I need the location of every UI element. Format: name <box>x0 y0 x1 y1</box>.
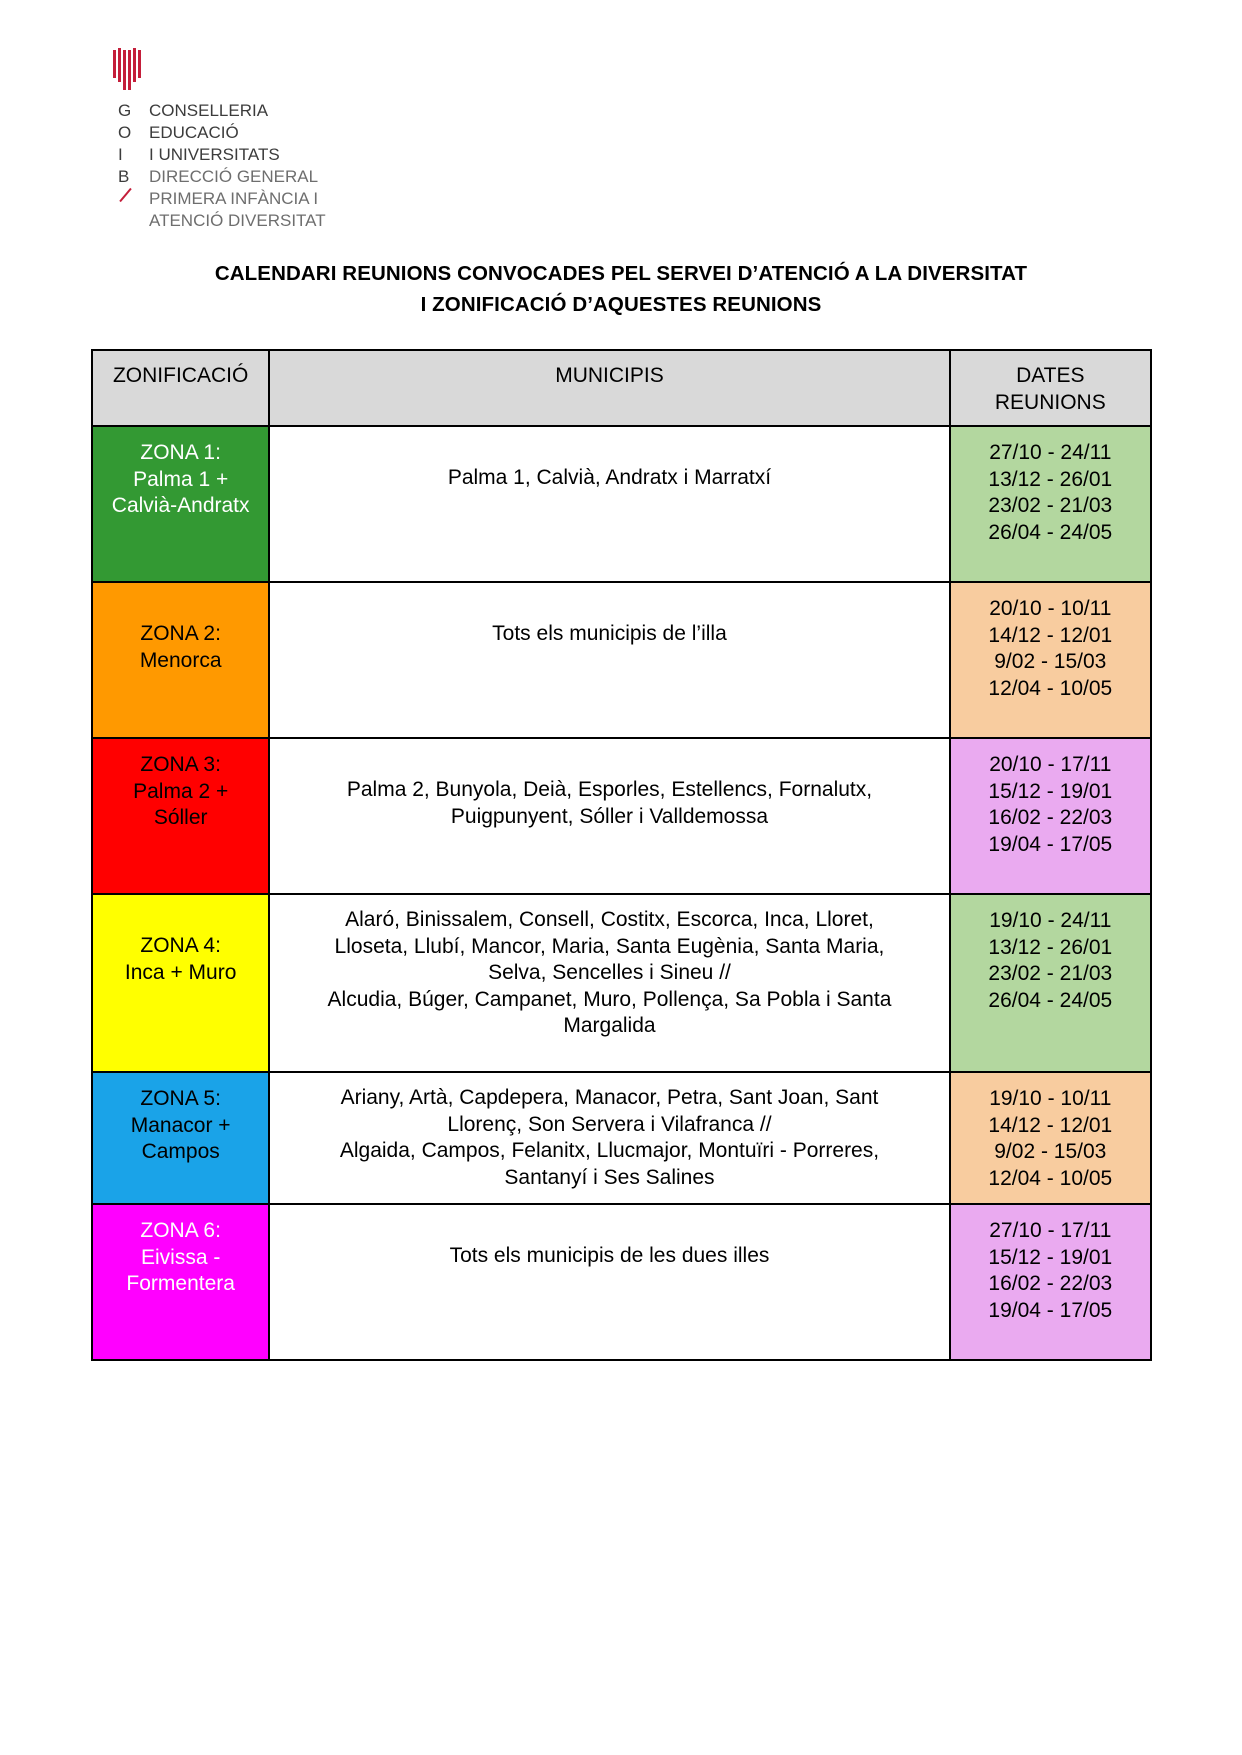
municipalities-cell <box>269 582 949 738</box>
zone-label-line: Eivissa - <box>140 1245 221 1269</box>
dates-cell <box>950 1072 1151 1204</box>
municipalities-line: Tots els municipis de l’illa <box>492 622 727 645</box>
date-range: 19/04 - 17/05 <box>988 832 1113 856</box>
dates-cell <box>950 738 1151 894</box>
logo-line-primera-infancia: PRIMERA INFÀNCIA I <box>149 189 319 208</box>
municipalities-cell <box>269 1072 949 1204</box>
zone-label-line: Sóller <box>153 806 208 829</box>
date-range: 13/12 - 26/01 <box>988 467 1113 491</box>
logo-line-educacio: EDUCACIÓ <box>149 123 239 142</box>
municipalities-line: Palma 1, Calvià, Andratx i Marratxí <box>447 466 772 489</box>
date-range: 16/02 - 22/03 <box>988 1272 1113 1295</box>
header-dates-line-2: REUNIONS <box>994 390 1106 414</box>
date-range: 26/04 - 24/05 <box>988 988 1113 1012</box>
municipalities-line: Alcudia, Búger, Campanet, Muro, Pollença, Sa Pobla i Santa <box>327 987 892 1011</box>
zone-label-line: Inca + Muro <box>124 960 237 984</box>
dates-cell <box>950 582 1151 738</box>
header-municipis: MUNICIPIS <box>269 350 949 426</box>
header-zonificacio: ZONIFICACIÓ <box>92 350 269 426</box>
dates-cell <box>950 894 1151 1072</box>
logo-line-conselleria: CONSELLERIA <box>149 101 269 120</box>
header-dates-line-1: DATES <box>1016 364 1085 387</box>
logo-line-direccio-general: DIRECCIÓ GENERAL <box>149 167 319 186</box>
date-range: 16/02 - 22/03 <box>988 806 1113 829</box>
municipalities-line: Tots els municipis de les dues illes <box>449 1244 770 1267</box>
municipalities-line: Lloseta, Llubí, Mancor, Maria, Santa Eugènia, Santa Maria, <box>334 934 885 958</box>
zone-cell <box>92 426 269 582</box>
zone-label-line: Campos <box>141 1140 220 1163</box>
title-line-2: I ZONIFICACIÓ D’AQUESTES REUNIONS <box>420 293 822 316</box>
table-row <box>92 1204 1151 1360</box>
zone-label-line: Palma 2 + <box>133 779 229 803</box>
zone-cell <box>92 582 269 738</box>
municipalities-line: Ariany, Artà, Capdepera, Manacor, Petra, Sant Joan, Sant <box>340 1086 879 1109</box>
date-range: 15/12 - 19/01 <box>988 1245 1113 1269</box>
municipalities-line: Llorenç, Son Servera i Vilafranca // <box>447 1112 772 1136</box>
meetings-calendar-table <box>91 349 1152 1361</box>
date-range: 12/04 - 10/05 <box>988 676 1113 700</box>
zone-label-line: ZONA 1: <box>140 441 221 464</box>
zone-label-line: ZONA 4: <box>140 934 221 957</box>
municipalities-cell <box>269 426 949 582</box>
date-range: 26/04 - 24/05 <box>988 520 1113 544</box>
zone-label-line: Palma 1 + <box>133 467 229 491</box>
logo-letter-i: I <box>118 145 123 164</box>
title-line-1: CALENDARI REUNIONS CONVOCADES PEL SERVEI D’ATENCIÓ A LA DIVERSITAT <box>214 262 1028 285</box>
zone-cell <box>92 1204 269 1360</box>
zone-cell <box>92 738 269 894</box>
logo-line-universitats: I UNIVERSITATS <box>149 145 280 164</box>
logo-line-atencio-diversitat: ATENCIÓ DIVERSITAT <box>149 211 326 230</box>
zone-label-line: Manacor + <box>130 1113 231 1137</box>
municipalities-cell <box>269 738 949 894</box>
date-range: 13/12 - 26/01 <box>988 935 1113 959</box>
municipalities-line: Santanyí i Ses Salines <box>504 1165 715 1189</box>
date-range: 23/02 - 21/03 <box>988 494 1113 517</box>
header-dates-reunions <box>950 350 1151 426</box>
table-row <box>92 426 1151 582</box>
table-row <box>92 582 1151 738</box>
date-range: 12/04 - 10/05 <box>988 1166 1113 1190</box>
zone-label-line: Formentera <box>126 1272 235 1295</box>
municipalities-line: Palma 2, Bunyola, Deià, Esporles, Estellencs, Fornalutx, <box>346 778 873 801</box>
date-range: 20/10 - 10/11 <box>989 597 1112 620</box>
zone-label-line: Calvià-Andratx <box>111 494 250 517</box>
zone-label-line: ZONA 6: <box>140 1219 221 1242</box>
logo-slash-icon <box>119 188 131 202</box>
date-range: 20/10 - 17/11 <box>989 753 1112 776</box>
table-row <box>92 894 1151 1072</box>
date-range: 27/10 - 24/11 <box>989 441 1112 464</box>
table-header-row <box>92 350 1151 426</box>
table-row <box>92 738 1151 894</box>
date-range: 19/04 - 17/05 <box>988 1298 1113 1322</box>
zone-cell <box>92 1072 269 1204</box>
table-body <box>92 426 1151 1360</box>
date-range: 15/12 - 19/01 <box>988 779 1113 803</box>
document-title <box>0 258 1242 320</box>
municipalities-line: Alaró, Binissalem, Consell, Costitx, Escorca, Inca, Lloret, <box>345 908 874 931</box>
municipalities-cell <box>269 894 949 1072</box>
zone-cell <box>92 894 269 1072</box>
zone-label-line: ZONA 2: <box>140 622 221 645</box>
date-range: 27/10 - 17/11 <box>989 1219 1112 1242</box>
zone-label-line: Menorca <box>139 648 222 672</box>
goib-logo <box>113 48 343 238</box>
logo-letter-o: O <box>118 123 132 142</box>
date-range: 14/12 - 12/01 <box>988 623 1113 647</box>
dates-cell <box>950 1204 1151 1360</box>
municipalities-cell <box>269 1204 949 1360</box>
logo-letter-b: B <box>118 167 130 186</box>
date-range: 14/12 - 12/01 <box>988 1113 1113 1137</box>
zone-label-line: ZONA 5: <box>140 1087 221 1110</box>
municipalities-line: Algaida, Campos, Felanitx, Llucmajor, Montuïri - Porreres, <box>339 1139 880 1162</box>
logo-letter-g: G <box>118 101 132 120</box>
date-range: 9/02 - 15/03 <box>994 650 1107 673</box>
date-range: 23/02 - 21/03 <box>988 962 1113 985</box>
municipalities-line: Margalida <box>563 1014 656 1037</box>
date-range: 19/10 - 24/11 <box>989 909 1112 932</box>
date-range: 19/10 - 10/11 <box>989 1087 1112 1110</box>
municipalities-line: Puigpunyent, Sóller i Valldemossa <box>450 804 769 828</box>
dates-cell <box>950 426 1151 582</box>
municipalities-line: Selva, Sencelles i Sineu // <box>488 961 731 984</box>
date-range: 9/02 - 15/03 <box>994 1140 1107 1163</box>
table-row <box>92 1072 1151 1204</box>
zone-label-line: ZONA 3: <box>140 753 221 776</box>
goib-emblem-icon <box>113 48 141 90</box>
